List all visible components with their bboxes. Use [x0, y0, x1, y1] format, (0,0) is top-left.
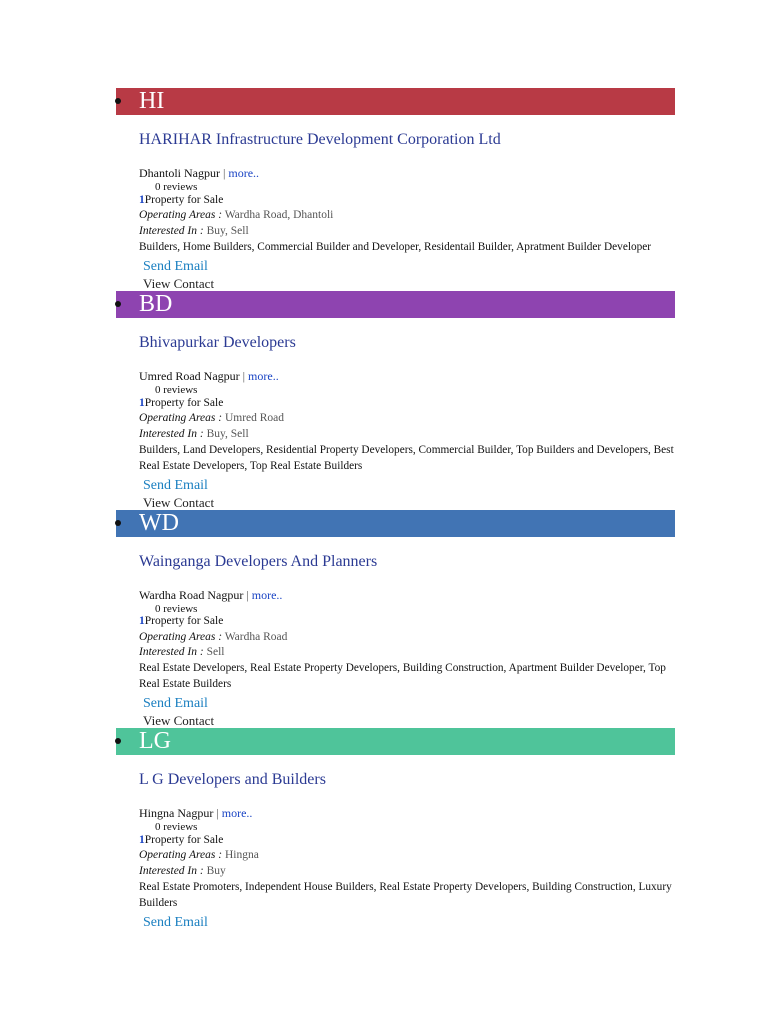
operating-value: Wardha Road, Dhantoli	[224, 209, 334, 221]
initials: HI	[139, 88, 165, 114]
property-count: 1	[139, 397, 145, 409]
operating-areas	[139, 849, 259, 861]
initials: LG	[139, 728, 171, 754]
categories: Builders, Land Developers, Residential Property Developers, Commercial Builder, Top Builders and Developers, Best Real Estate Developers, Top Real Estate Builders	[139, 444, 674, 472]
property-text: Property for Sale	[144, 194, 224, 206]
property-line[interactable]	[139, 834, 223, 846]
operating-areas	[139, 631, 287, 643]
interested-value: Sell	[206, 646, 225, 658]
operating-label: Operating Areas :	[139, 849, 223, 861]
send-email-link[interactable]: Send Email	[143, 478, 208, 493]
view-contact-link[interactable]: View Contact	[143, 276, 215, 291]
company-name-link[interactable]: Wainganga Developers And Planners	[139, 553, 378, 570]
send-email-link[interactable]: Send Email	[143, 696, 208, 711]
initials-bar	[116, 510, 675, 537]
interested-label: Interested In :	[139, 225, 204, 237]
property-text: Property for Sale	[144, 834, 224, 846]
categories: Builders, Home Builders, Commercial Builder and Developer, Residentail Builder, Apratment Builder Developer	[139, 241, 652, 253]
property-count: 1	[139, 834, 145, 846]
operating-label: Operating Areas :	[139, 209, 223, 221]
interested-in	[139, 646, 224, 658]
initials: BD	[139, 291, 173, 317]
more-link[interactable]: more..	[248, 369, 279, 383]
reviews-count[interactable]: 0 reviews	[155, 603, 198, 615]
reviews-count[interactable]: 0 reviews	[155, 384, 198, 396]
categories: Real Estate Promoters, Independent House Builders, Real Estate Property Developers, Building Construction, Luxury Builders	[139, 881, 672, 909]
company-name-link[interactable]: L G Developers and Builders	[139, 771, 326, 788]
company-name-link[interactable]: Bhivapurkar Developers	[139, 334, 296, 351]
bullet-icon	[115, 98, 121, 104]
initials-bar	[116, 88, 675, 115]
separator: |	[222, 166, 226, 180]
operating-areas	[139, 412, 284, 424]
send-email-link[interactable]: Send Email	[143, 259, 208, 274]
more-link[interactable]: more..	[251, 588, 283, 602]
operating-value: Hingna	[224, 849, 259, 861]
interested-in	[139, 225, 249, 237]
operating-value: Wardha Road	[224, 631, 288, 643]
separator: |	[242, 369, 246, 383]
operating-label: Operating Areas :	[139, 412, 223, 424]
interested-value: Buy, Sell	[206, 225, 249, 237]
interested-label: Interested In :	[139, 428, 204, 440]
interested-label: Interested In :	[139, 865, 204, 877]
property-count: 1	[139, 615, 145, 627]
property-text: Property for Sale	[144, 615, 224, 627]
bullet-icon	[115, 738, 121, 744]
location: Umred Road Nagpur	[139, 369, 240, 383]
location-line	[139, 369, 279, 384]
interested-value: Buy, Sell	[206, 428, 249, 440]
view-contact-link[interactable]: View Contact	[143, 495, 215, 510]
property-text: Property for Sale	[144, 397, 224, 409]
initials-bar	[116, 728, 675, 755]
bullet-icon	[115, 301, 121, 307]
separator: |	[216, 806, 219, 820]
location: Hingna Nagpur	[139, 806, 214, 820]
separator: |	[246, 588, 249, 602]
more-link[interactable]: more..	[221, 806, 253, 820]
operating-value: Umred Road	[224, 412, 285, 424]
property-line[interactable]	[139, 397, 223, 409]
interested-in	[139, 865, 226, 877]
property-count: 1	[139, 194, 145, 206]
initials: WD	[139, 510, 179, 536]
location: Wardha Road Nagpur	[139, 588, 244, 602]
categories: Real Estate Developers, Real Estate Property Developers, Building Construction, Apartment Builder Developer, Top Real Estate Builders	[139, 662, 666, 690]
location: Dhantoli Nagpur	[139, 166, 220, 180]
property-line[interactable]	[139, 194, 223, 206]
operating-label: Operating Areas :	[139, 631, 223, 643]
company-name-link[interactable]: HARIHAR Infrastructure Development Corporation Ltd	[139, 131, 501, 148]
send-email-link[interactable]: Send Email	[143, 915, 208, 930]
reviews-count[interactable]: 0 reviews	[155, 821, 198, 833]
reviews-count[interactable]: 0 reviews	[155, 181, 198, 193]
interested-in	[139, 428, 249, 440]
property-line[interactable]	[139, 615, 223, 627]
location-line	[139, 806, 252, 821]
view-contact-link[interactable]: View Contact	[143, 713, 215, 728]
location-line	[139, 166, 259, 181]
bullet-icon	[115, 520, 121, 526]
interested-value: Buy	[206, 865, 226, 877]
more-link[interactable]: more..	[228, 166, 260, 180]
operating-areas	[139, 209, 333, 221]
initials-bar	[116, 291, 675, 318]
location-line	[139, 588, 282, 603]
interested-label: Interested In :	[139, 646, 204, 658]
